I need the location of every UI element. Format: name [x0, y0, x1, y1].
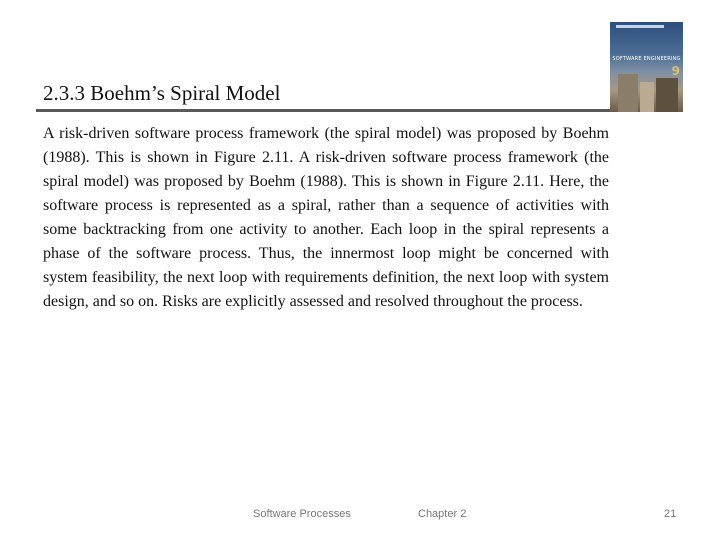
cover-building-shape [640, 82, 654, 112]
book-cover-image [610, 22, 683, 112]
cover-banner [616, 25, 664, 28]
footer-section-name: Software Processes [253, 508, 351, 520]
cover-title: SOFTWARE ENGINEERING [612, 56, 681, 62]
body-paragraph: A risk-driven software process framework (the spiral model) was proposed by Boehm (1988). This is shown in Figure 2.11. A risk-driven software process framework (the spiral model) was proposed by Boehm (1988). This is shown in Figure 2.11. Here, the software process is represented as a spiral, rather than a sequence of activities with some backtracking from one activity to another. Each loop in the spiral represents a phase of the software process. Thus, the innermost loop might be concerned with system feasibility, the next loop with requirements definition, the next loop with system design, and so on. Risks are explicitly assessed and resolved throughout the process. [43, 125, 609, 310]
title-divider [36, 109, 656, 112]
footer-chapter: Chapter 2 [418, 508, 467, 520]
cover-building-shape [656, 78, 678, 112]
slide-title: 2.3.3 Boehm’s Spiral Model [43, 81, 281, 105]
cover-edition: 9 [671, 64, 680, 78]
page-number: 21 [664, 508, 677, 520]
cover-building-shape [618, 74, 638, 112]
